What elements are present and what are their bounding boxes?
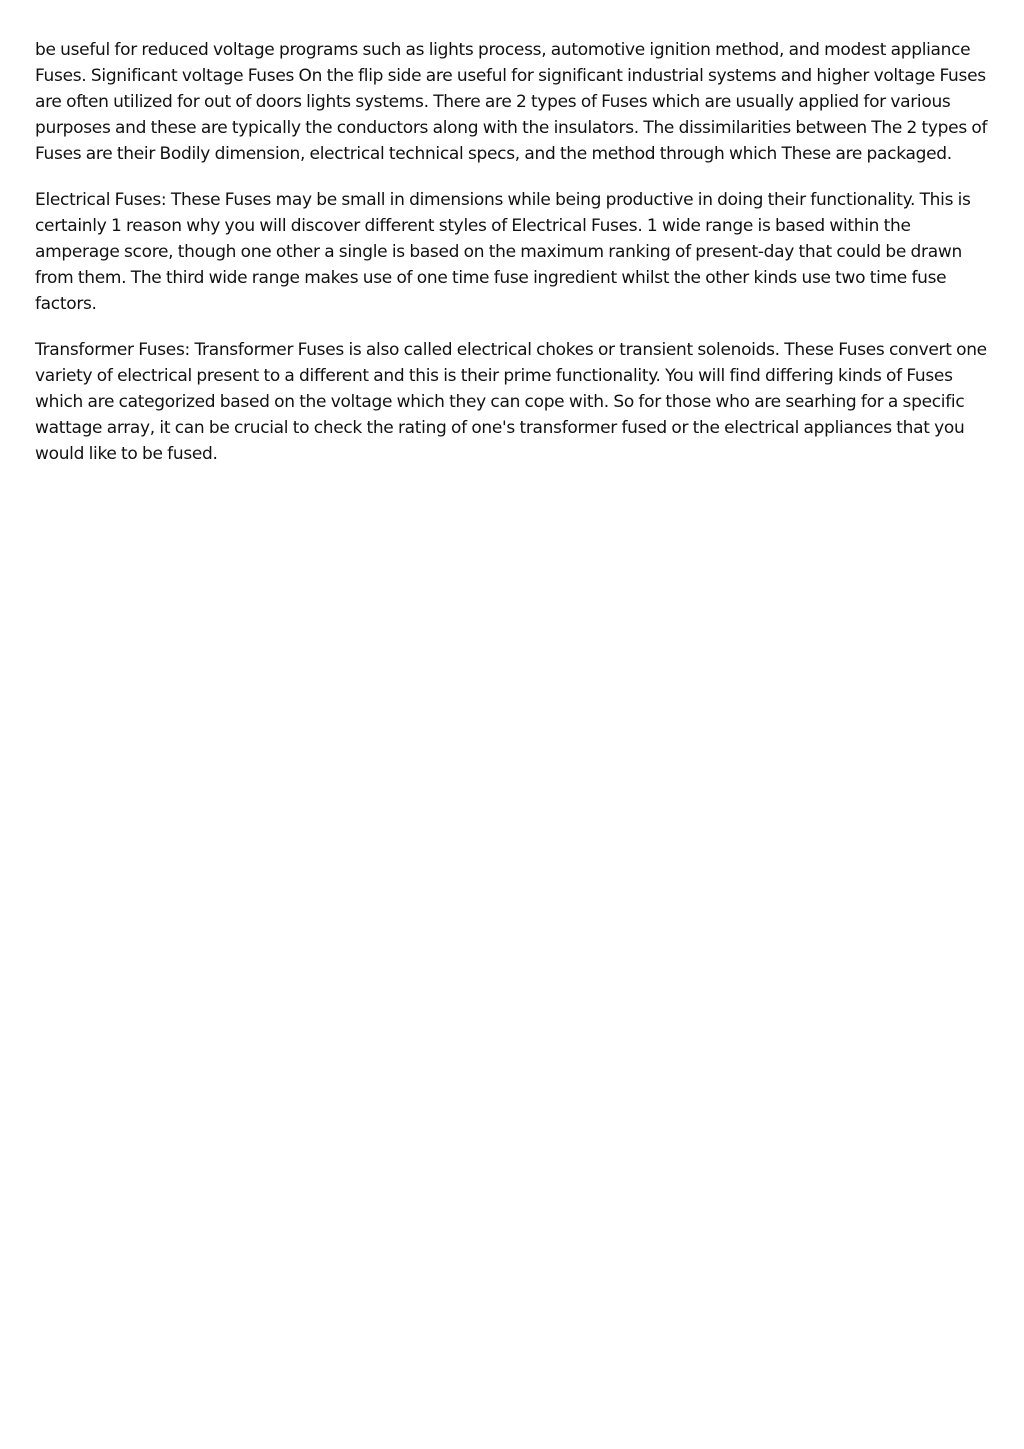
paragraph-voltage-fuses: be useful for reduced voltage programs such as lights process, automotive ignition method, and modest appliance Fuses. Significant voltage Fuses On the flip side are useful for significant industrial systems and higher voltage Fuses are often utilized for out of doors lights systems. There are 2 types of Fuses which are usually applied for various purposes and these are typically the conductors along with the insulators. The dissimilarities between The 2 types of Fuses are their Bodily dimension, electrical technical specs, and the method through which These are packaged. [35, 40, 988, 164]
paragraph-electrical-fuses: Electrical Fuses: These Fuses may be small in dimensions while being productive in doing their functionality. This is certainly 1 reason why you will discover different styles of Electrical Fuses. 1 wide range is based within the amperage score, though one other a single is based on the maximum ranking of present-day that could be drawn from them. The third wide range makes use of one time fuse ingredient whilst the other kinds use two time fuse factors. [35, 190, 971, 314]
document-body [35, 37, 995, 487]
paragraph-transformer-fuses: Transformer Fuses: Transformer Fuses is also called electrical chokes or transient solenoids. These Fuses convert one variety of electrical present to a different and this is their prime functionality. You will find differing kinds of Fuses which are categorized based on the voltage which they can cope with. So for those who are searhing for a specific wattage array, it can be crucial to check the rating of one's transformer fused or the electrical appliances that you would like to be fused. [35, 340, 987, 464]
